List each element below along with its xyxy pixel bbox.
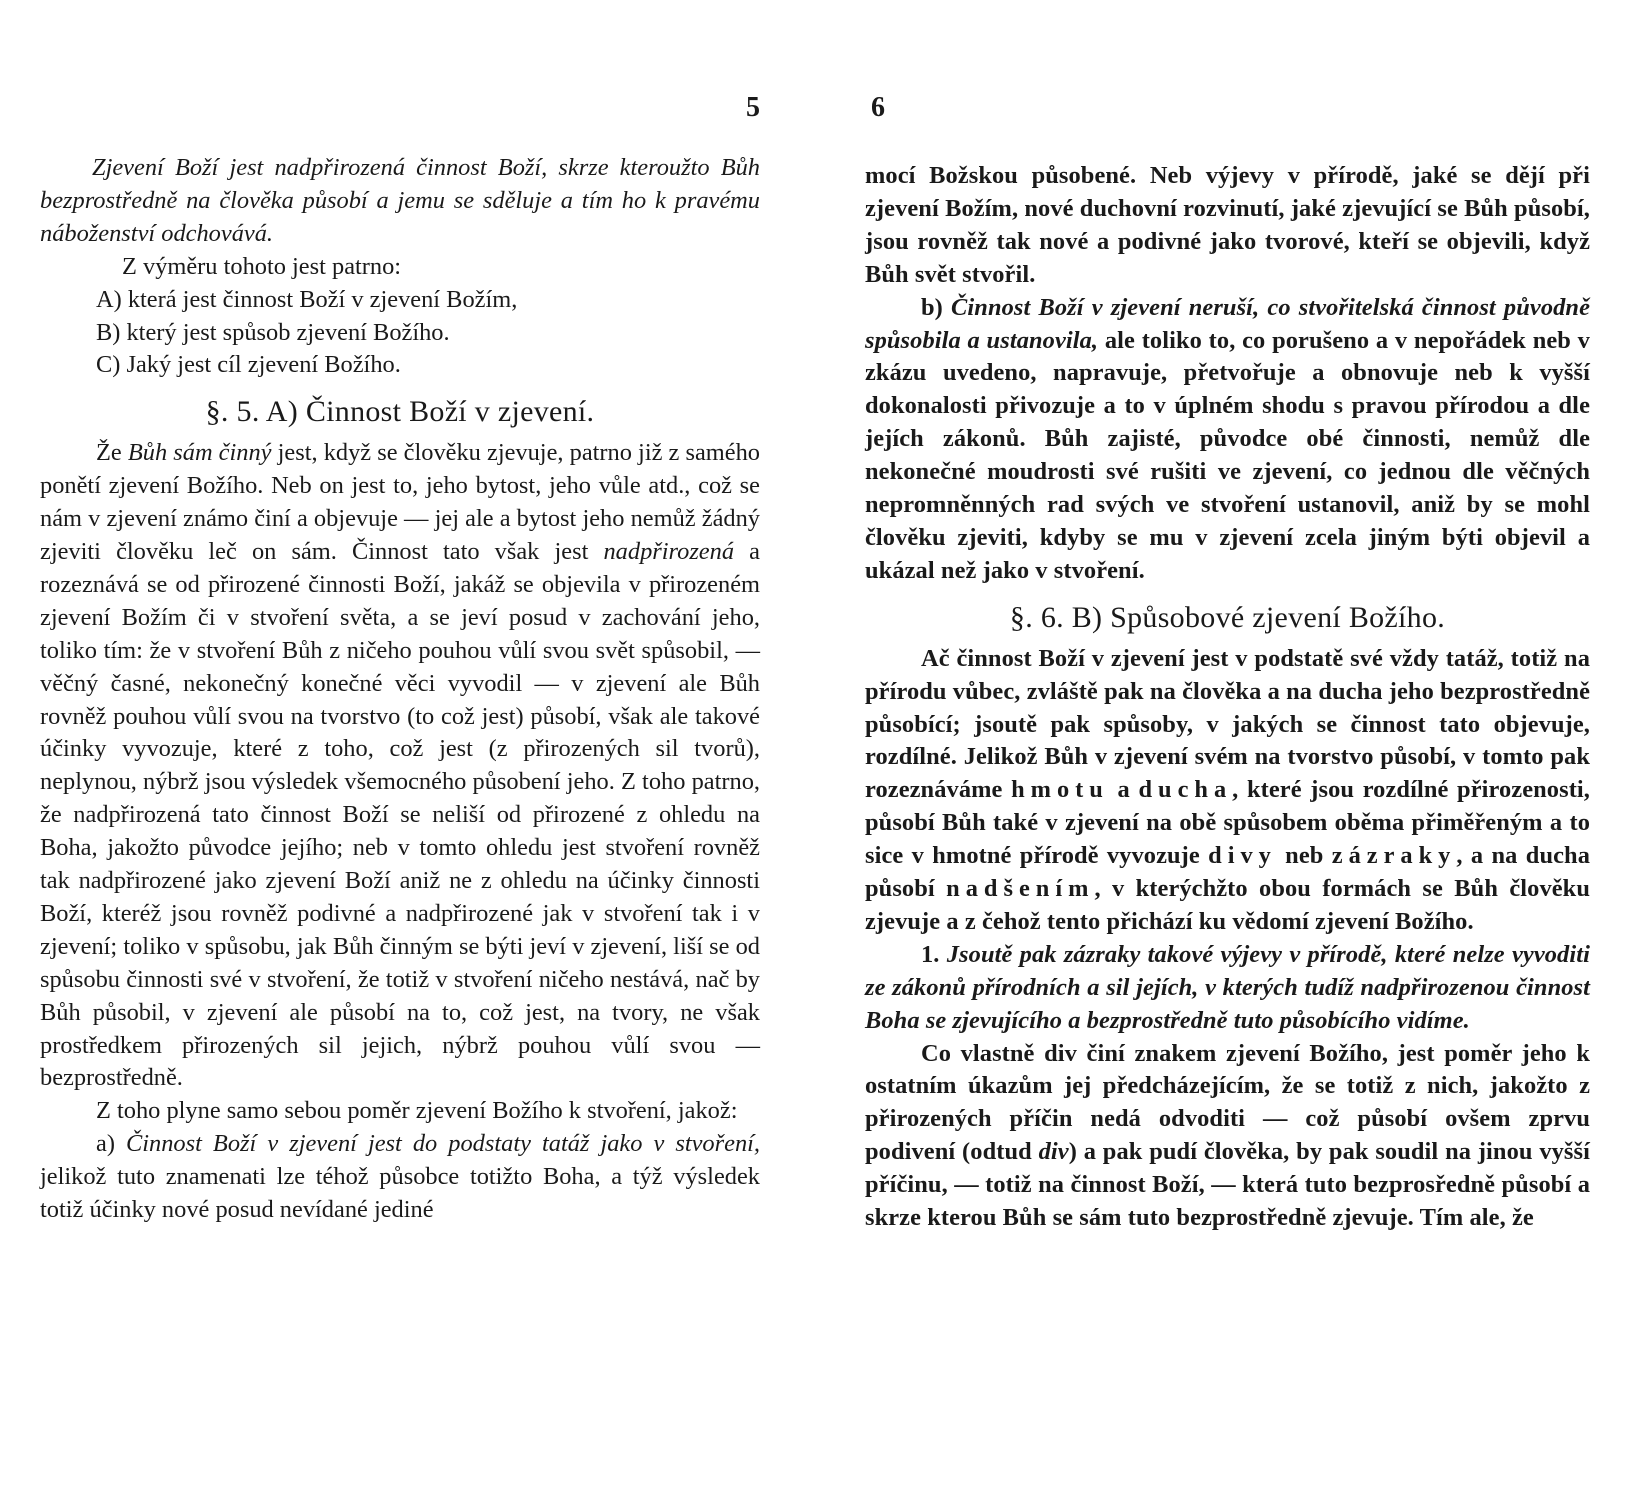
list-item-a: A) která jest činnost Boží v zjevení Božím, xyxy=(96,285,518,313)
list-item-c: C) Jaký jest cíl zjevení Božího. xyxy=(96,351,401,379)
text-run: a rozeznává se od přirozené činnosti Boží, jakáž se objevila v přirozeném zjevení Božím či v stvoření světa, a se jeví posud v zachování jeho, toliko tím: že v stvoření Bůh z ničeho pouhou vůlí svou svět spůsobil, — věčný časné, nekonečný konečné věci vyvodil — v zjevení ale Bůh rovněž pouhou vůlí svou na tvorstvo (to což jest) působí, však ale takové účinky vyvozuje, které z toho, což jest (z přirozených sil tvorů), neplynou, nýbrž jsou výsledek všemocného působení jeho. Z toho patrno, že nadpřirozená tato činnost Boží se neliší od přirozené z ohledu na Boha, jakožto původce jejího; neb v tomto ohledu jest stvoření rovněž tak nadpřirozené jako zjevení Boží aniž ne z ohledu na účinky činnosti Boží, kteréž jsou rovněž podivné a nadpřirozené jak v stvoření tak i v zjevení; toliko v spůsobu, jak Bůh činným se býti jeví v zjevení, liší se od spůsobu činnosti své v stvoření, že totiž v stvoření ničeho nestává, nač by Bůh působil, v zjevení ale působí na to, což jest, na tvory, ne však prostředkem přirozených sil jejich, nýbrž pouhou vůlí svou — bezprostředně. xyxy=(40,537,760,1092)
text-run: Že xyxy=(96,439,128,467)
body-paragraph xyxy=(40,437,760,1095)
spaced-run: divy xyxy=(1208,842,1277,870)
text-run: , v kterýchžto obou formách se Bůh člověku zjevuje a z čehož tento přichází ku vědomí zjevení Božího. xyxy=(865,875,1590,935)
text-run: Co vlastně div činí znakem zjevení Božího, jest poměr jeho k ostatním úkazům jej předcházejícím, že se totiž z nich, jakožto z přirozených příčin nedá odvoditi — což působí ovšem zprvu podivení (odtud xyxy=(865,1039,1590,1166)
spaced-run: hmotu xyxy=(1011,776,1109,804)
text-run: a) xyxy=(96,1130,126,1158)
page-text xyxy=(40,152,760,1227)
body-paragraph: Z toho plyne samo sebou poměr zjevení Božího k stvoření, jakož: xyxy=(96,1097,738,1125)
section-heading: §. 6. B) Spůsobové zjevení Božího. xyxy=(1009,600,1446,634)
body-paragraph: mocí Božskou působené. Neb výjevy v přírodě, jaké se dějí při zjevení Božím, nové duchovní rozvinutí, jaké zjevující se Bůh působí, jsou rovněž tak nové a podivné jako tvorové, kteří se objevili, když Bůh svět stvořil. xyxy=(865,162,1590,288)
section-heading: §. 5. A) Činnost Boží v zjevení. xyxy=(205,395,595,429)
definition-paragraph xyxy=(40,152,760,251)
italic-run: Jsoutě pak zázraky takové výjevy v přírodě, které nelze vyvoditi ze zákonů přírodních a sil jejích, v kterých tudíž nadpřirozenou činnost Boha se zjevujícího a bezprostředně tuto působícího vidíme. xyxy=(865,940,1590,1034)
italic-run: Činnost Boží v zjevení jest do podstaty tatáž jako v stvoření, xyxy=(126,1130,761,1158)
intro-line: Z výměru tohoto jest patrno: xyxy=(122,252,402,280)
page-text xyxy=(865,160,1590,1235)
text-run: Ač činnost Boží v zjevení jest v podstatě své vždy tatáž, totiž na přírodu vůbec, zvláště pak na člověka a na ducha jeho bezprostředně působící; jsoutě pak spůsoby, v jakých se činnost tato objevuje, rozdílné. Jelikož Bůh v zjevení svém na tvorstvo působí, v tomto pak rozeznáváme xyxy=(865,644,1590,804)
body-paragraph xyxy=(865,643,1590,939)
spaced-run: nadšením xyxy=(946,875,1095,903)
italic-run: nadpřirozená xyxy=(603,537,735,565)
body-paragraph xyxy=(865,939,1590,1038)
spaced-run: ducha xyxy=(1138,776,1233,804)
text-run: jelikož tuto znamenati lze téhož působce totižto Boha, a týž výsledek totiž účinky nové posud nevídané jediné xyxy=(40,1163,760,1224)
text-run: , a na ducha působí xyxy=(865,842,1590,903)
spaced-run: zázraky xyxy=(1331,842,1457,870)
body-paragraph xyxy=(40,1128,760,1227)
body-paragraph xyxy=(865,1038,1590,1235)
text-run: jest, když se člověku zjevuje, patrno již z samého ponětí zjevení Božího. Neb on jest to, jeho bytost, jeho vůle atd., což se nám v zjevení známo činí a objevuje — jej ale a bytost jeho nemůž žádný zjeviti člověku leč on sám. Činnost tato však jest xyxy=(40,439,761,565)
text-run: neb xyxy=(1276,842,1332,870)
definition-italic: Zjevení Boží jest nadpřirozená činnost Boží, skrze kteroužto Bůh bezprostředně na člověka působí a jemu se sděluje a tím ho k pravému náboženství odchovává. xyxy=(40,154,760,247)
text-run: ale toliko to, co porušeno a v nepořádek neb v zkázu uvedeno, napravuje, přetvořuje a obnovuje neb k vyšší dokonalosti přivozuje a to v úplném shodu s pravou přírodou a dle jejích zákonů. Bůh zajisté, původce obé činnosti, nemůž dle nekonečné moudrosti své rušiti ve zjevení, co jednou dle věčných nepromněnných rad svých ve stvoření ustanovil, aniž by se mohl člověku zjeviti, kdyby se mu v zjevení zcela jiným býti objevil a ukázal než jako v stvoření. xyxy=(865,326,1590,584)
text-run: 1. xyxy=(921,940,947,968)
italic-run: Činnost Boží v zjevení neruší, co stvořitelská činnost původně spůsobila a ustanovila, xyxy=(865,293,1590,354)
body-paragraph xyxy=(865,292,1590,588)
italic-run: Bůh sám činný xyxy=(127,439,272,467)
text-run: b) xyxy=(921,293,952,321)
text-run: a xyxy=(1108,776,1139,804)
text-run: ) a pak pudí člověka, by pak soudil na jinou vyšší příčinu, — totiž na činnost Boží, — která tuto bezprosředně působí a skrze kterou Bůh se sám tuto bezprostředně zjevuje. Tím ale, že xyxy=(865,1138,1590,1232)
page-number: 6 xyxy=(871,92,885,123)
italic-run: div xyxy=(1038,1138,1069,1166)
text-run: , které jsou rozdílné přirozenosti, působí Bůh také v zjevení na obě spůsobem oběma přiměřeným a to sice v hmotné přírodě vyvozuje xyxy=(865,776,1590,870)
list-item-b: B) který jest spůsob zjevení Božího. xyxy=(96,318,450,346)
page-number: 5 xyxy=(746,92,760,123)
